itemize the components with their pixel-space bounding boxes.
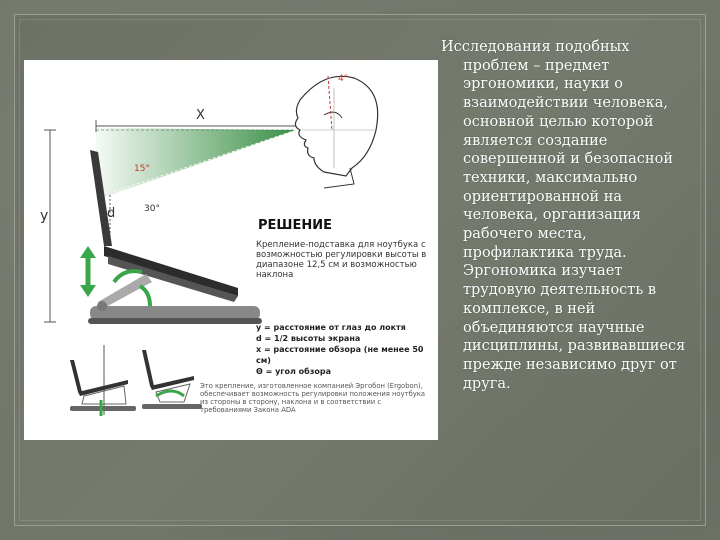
stand-hinge [97, 301, 107, 311]
label-x: X [196, 108, 205, 123]
solution-title: РЕШЕНИЕ [258, 218, 332, 233]
solution-description: Крепление-подставка для ноутбука с возможностью регулировки высоты в диапазоне 12,5 см и возможностью наклона [256, 240, 427, 280]
small-laptop-1-base [78, 380, 128, 396]
label-angle-15: 15° [134, 164, 150, 174]
body-text-panel [441, 38, 699, 393]
figure-footnote: Это крепление, изготовленное компанией Эргобон (Ergobon), обеспечивает возможность регулировки положения ноутбука из стороны в сторону, наклона и в соответствии с требованиями Закона ADA [200, 382, 426, 414]
stand-base [90, 306, 260, 320]
body-text: Исследования подобных проблем – предмет эргономики, науки о взаимодействии человека, основной целью которой является создание совершенной и безопасной техники, максимально ориентированной на человека, организация рабочего места, профилактика труда. Эргономика изучает трудовую деятельность в комплексе, в ней объединяются научные дисциплины, развивавшиеся прежде независимо друг от друга. [441, 39, 686, 392]
height-arrow-down-icon [80, 285, 96, 297]
label-angle-30: 30° [144, 204, 160, 214]
legend-item-y: y = расстояние от глаз до локтя [256, 323, 406, 332]
legend-item-d: d = 1/2 высоты экрана [256, 334, 361, 343]
label-y: y [40, 208, 49, 224]
small-laptop-2-screen [142, 350, 154, 386]
tilt-arrow-2 [140, 286, 150, 306]
stand-foot [88, 318, 262, 324]
small-stand-1-base [70, 406, 136, 411]
legend [256, 322, 438, 377]
ergonomics-figure [24, 60, 438, 440]
head-profile [295, 76, 377, 176]
small-stand-2-base [142, 404, 202, 409]
legend-item-theta: Θ = угол обзора [256, 367, 331, 376]
label-angle-top: 4° [338, 74, 349, 84]
small-laptop-1-screen [70, 360, 82, 392]
legend-item-x: x = расстояние обзора (не менее 50 см) [256, 345, 424, 365]
small-arrow-2 [156, 391, 184, 396]
height-arrow-up-icon [80, 246, 96, 258]
label-d: d [107, 206, 116, 221]
